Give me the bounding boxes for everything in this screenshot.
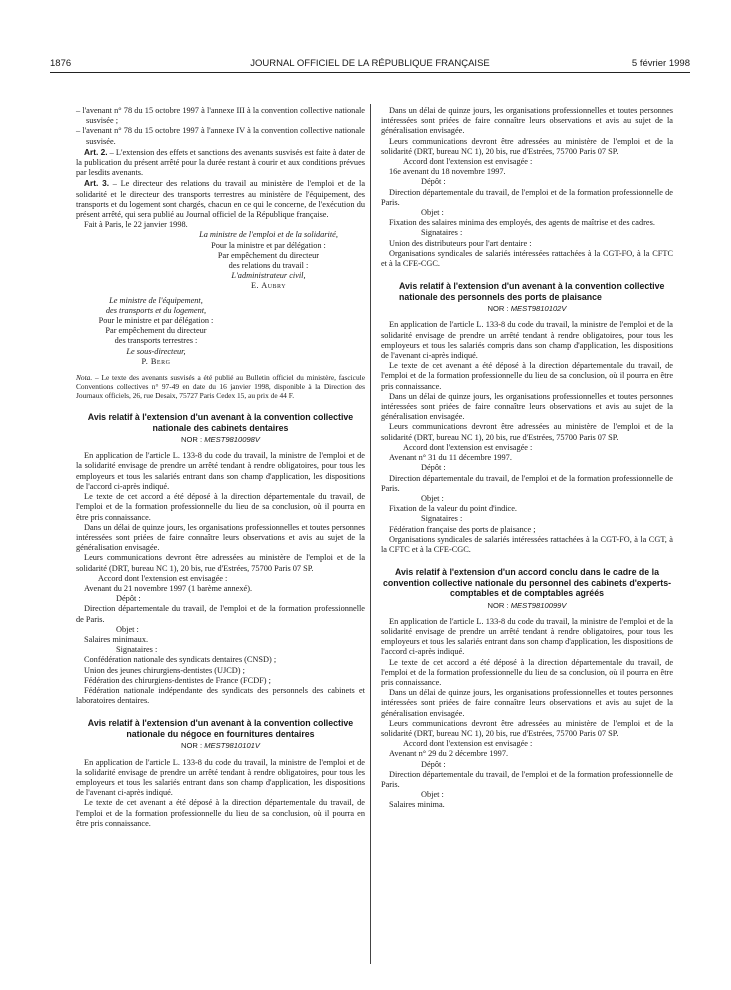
field-label: Objet :	[421, 208, 444, 218]
article-2-text: – L'extension des effets et sanctions des avenants susvisés est faite à dater de la publication du présent arrêté pour la durée restant à courir et aux conditions prévues par lesdits avenants.	[76, 147, 365, 178]
avis-title: Avis relatif à l'extension d'un avenant à la convention collective nationale des cabinets dentaires	[87, 412, 354, 433]
field-value: Direction départementale du travail, de l'emploi et de la formation professionnelle de Paris.	[381, 187, 673, 207]
signatory: Organisations syndicales de salariés intéressées rattachées à la CGT-FO, à la CGT, à la CFTC et à la CFE-CGC.	[381, 534, 673, 554]
nor-label: NOR :	[181, 741, 205, 751]
field-value: Direction départementale du travail, de l'emploi et de la formation professionnelle de Paris.	[381, 769, 673, 790]
signature-line: Par empêchement du directeur	[217, 250, 320, 260]
signature-line: La ministre de l'emploi et de la solidarité,	[199, 230, 338, 240]
field-value: Fixation de la valeur du point d'indice.	[389, 504, 517, 514]
paragraph: Leurs communications devront être adressées au ministère de l'emploi et de la solidarité (DRT, bureau NC 1), 20 bis, rue d'Estrées, 75700 Paris 07 SP.	[76, 553, 365, 573]
article-3	[76, 178, 365, 220]
signatory: Union des distributeurs pour l'art dentaire :	[389, 238, 532, 248]
signatory: Confédération nationale des syndicats dentaires (CNSD) ;	[84, 655, 277, 665]
field-label: Accord dont l'extension est envisagée :	[403, 442, 533, 452]
signature-line: des transports et du logement,	[105, 305, 207, 315]
field-label: Objet :	[116, 624, 139, 634]
signature-name: E. Aubry	[250, 281, 287, 291]
field-label: Dépôt :	[421, 177, 446, 187]
article-2	[76, 147, 365, 179]
nor-code: MEST9810099V	[510, 600, 567, 610]
nor-label: NOR :	[487, 304, 511, 314]
signatory: Organisations syndicales de salariés intéressées rattachées à la CGT-FO, à la CFTC et à la CFE-CGC.	[381, 248, 673, 269]
field-label: Accord dont l'extension est envisagée :	[98, 573, 228, 583]
paragraph: En application de l'article L. 133-8 du code du travail, la ministre de l'emploi et de la solidarité envisage de prendre un arrêté tendant à rendre obligatoires, pour tous les employeurs et tous les salariés entrant dans son champ d'application, les dispositions de l'avenant ci-après indiqué.	[76, 757, 365, 798]
signature-block-1	[76, 230, 365, 291]
field-label: Objet :	[421, 790, 444, 800]
list-item: – l'avenant n° 78 du 15 octobre 1997 à l'annexe IV à la convention collective nationale susvisée.	[76, 126, 365, 146]
signed-date: Fait à Paris, le 22 janvier 1998.	[84, 220, 188, 230]
field-label: Accord dont l'extension est envisagée :	[403, 739, 533, 749]
header-rule	[50, 72, 690, 73]
field-value: Avenant n° 31 du 11 décembre 1997.	[389, 453, 512, 463]
nor-code: MEST9810098V	[204, 435, 260, 445]
article-2-label: Art. 2.	[84, 146, 108, 157]
nor-reference	[76, 435, 365, 445]
field-value: Direction départementale du travail, de l'emploi et de la formation professionnelle de Paris.	[381, 473, 673, 493]
nor-code: MEST9810102V	[510, 304, 567, 314]
page-header	[50, 58, 690, 76]
field-value: Avenant n° 29 du 2 décembre 1997.	[389, 749, 509, 759]
signature-line: Par empêchement du directeur	[105, 326, 207, 336]
signature-line: des relations du travail :	[228, 261, 309, 271]
avis-title: Avis relatif à l'extension d'un avenant à la convention collective nationale des personnels des ports de plaisance	[399, 281, 665, 302]
signature-line: Le sous-directeur,	[126, 346, 186, 356]
signatory: Fédération nationale indépendante des syndicats des personnels des cabinets et laboratoires dentaires.	[76, 685, 365, 706]
paragraph: Le texte de cet avenant a été déposé à la direction départementale du travail, de l'emploi et de la formation professionnelle du lieu de sa conclusion, où il pourra en être pris connaissance.	[381, 361, 673, 391]
paragraph: Le texte de cet avenant a été déposé à la direction départementale du travail, de l'emploi et de la formation professionnelle du lieu de sa conclusion, où il pourra en être pris connaissance.	[76, 798, 365, 828]
nor-label: NOR :	[181, 435, 205, 445]
nor-reference	[381, 601, 673, 611]
field-label: Signataires :	[116, 645, 158, 655]
field-label: Dépôt :	[421, 759, 446, 769]
signature-line: Pour le ministre et par délégation :	[98, 316, 214, 326]
field-value: Fixation des salaires minima des employés, des agents de maîtrise et des cadres.	[389, 218, 655, 228]
nota	[76, 373, 365, 400]
page-number: 1876	[50, 58, 72, 69]
field-label: Objet :	[421, 493, 444, 503]
nor-code: MEST9810101V	[204, 741, 260, 751]
signatory: Union des jeunes chirurgiens-dentistes (UJCD) ;	[84, 665, 245, 675]
paragraph: Dans un délai de quinze jours, les organisations professionnelles et toutes personnes intéressées sont priées de faire connaître leurs observations et avis au sujet de la généralisation envisagée.	[381, 688, 673, 718]
article-3-text: – Le directeur des relations du travail au ministère de l'emploi et de la solidarité et le directeur des transports terrestres au ministère de l'équipement, des transports et du logement sont chargés, chacun en ce qui le concerne, de l'exécution du présent arrêté, qui sera publié au Journal officiel de la République française.	[76, 179, 365, 220]
list-item: – l'avenant n° 78 du 15 octobre 1997 à l'annexe III à la convention collective nationale susvisée ;	[76, 106, 365, 126]
signatory: Fédération des chirurgiens-dentistes de France (FCDF) ;	[84, 675, 271, 685]
nota-label: Nota.	[76, 373, 93, 383]
journal-title: JOURNAL OFFICIEL DE LA RÉPUBLIQUE FRANÇAISE	[250, 58, 490, 69]
paragraph: Dans un délai de quinze jours, les organisations professionnelles et toutes personnes intéressées sont priées de faire connaître leurs observations et avis au sujet de la généralisation envisagée.	[381, 391, 673, 422]
paragraph: En application de l'article L. 133-8 du code du travail, la ministre de l'emploi et de la solidarité envisage de prendre un arrêté tendant à rendre obligatoires, pour tous les employeurs et tous les salariés compris dans son champ d'application, les dispositions de l'avenant ci-après indiqué.	[381, 320, 673, 361]
paragraph: En application de l'article L. 133-8 du code du travail, la ministre de l'emploi et de la solidarité envisage de prendre un arrêté tendant à rendre obligatoires, pour tous les employeurs et tous les salariés entrant dans son champ d'application, les dispositions de l'accord ci-après indiqué.	[381, 616, 673, 657]
paragraph: Dans un délai de quinze jours, les organisations professionnelles et toutes personnes intéressées sont priées de faire connaître leurs observations et avis au sujet de la généralisation envisagée.	[76, 522, 365, 553]
column-divider	[370, 104, 371, 964]
signature-block-2	[76, 296, 365, 367]
field-label: Signataires :	[421, 514, 463, 524]
paragraph: Leurs communications devront être adressées au ministère de l'emploi et de la solidarité (DRT, bureau NC 1), 20 bis, rue d'Estrées, 75700 Paris 07 SP.	[381, 422, 673, 442]
signature-line: L'administrateur civil,	[231, 271, 306, 281]
field-label: Dépôt :	[421, 463, 446, 473]
paragraph: En application de l'article L. 133-8 du code du travail, la ministre de l'emploi et de la solidarité envisage de prendre un arrêté tendant à rendre obligatoires, pour tous les employeurs et tous les salariés entrant dans son champ d'application, les dispositions de l'accord ci-après indiqué.	[76, 451, 365, 491]
signature-name: P. Berg	[141, 356, 171, 366]
field-label: Dépôt :	[116, 594, 141, 604]
signature-line: Pour la ministre et par délégation :	[211, 240, 326, 250]
paragraph: Dans un délai de quinze jours, les organisations professionnelles et toutes personnes intéressées sont priées de faire connaître leurs observations et avis au sujet de la généralisation envisagée.	[381, 106, 673, 136]
nor-reference	[76, 741, 365, 751]
issue-date: 5 février 1998	[631, 58, 690, 69]
signature-line: des transports terrestres :	[114, 336, 198, 346]
paragraph: Leurs communications devront être adressées au ministère de l'emploi et de la solidarité (DRT, bureau NC 1), 20 bis, rue d'Estrées, 75700 Paris 07 SP.	[381, 718, 673, 739]
nor-label: NOR :	[487, 600, 511, 610]
right-column	[381, 106, 673, 811]
paragraph: Le texte de cet accord a été déposé à la direction départementale du travail, de l'emploi et de la formation professionnelle du lieu de sa conclusion, où il pourra en être pris connaissance.	[76, 492, 365, 522]
paragraph: Le texte de cet accord a été déposé à la direction départementale du travail, de l'emploi et de la formation professionnelle du lieu de sa conclusion, où il pourra en être pris connaissance.	[381, 657, 673, 688]
paragraph: Leurs communications devront être adressées au ministère de l'emploi et de la solidarité (DRT, bureau NC 1), 20 bis, rue d'Estrées, 75700 Paris 07 SP.	[381, 136, 673, 156]
signature-line: Le ministre de l'équipement,	[109, 295, 203, 305]
nor-reference	[381, 304, 673, 314]
field-value: Avenant du 21 novembre 1997 (1 barème annexé).	[84, 583, 253, 593]
left-column	[76, 106, 365, 829]
field-value: 16e avenant du 18 novembre 1997.	[389, 167, 506, 177]
field-value: Salaires minimaux.	[84, 634, 149, 644]
field-label: Accord dont l'extension est envisagée :	[403, 157, 533, 167]
signatory: Fédération française des ports de plaisance ;	[389, 524, 536, 534]
avis-title: Avis relatif à l'extension d'un accord conclu dans le cadre de la convention collective nationale du personnel des cabinets d'experts-comptables et de comptables agréés	[382, 567, 672, 599]
field-label: Signataires :	[421, 228, 463, 238]
article-3-label: Art. 3.	[84, 178, 110, 189]
avis-title: Avis relatif à l'extension d'un avenant à la convention collective nationale du négoce en fournitures dentaires	[87, 718, 354, 739]
field-value: Salaires minima.	[389, 800, 445, 810]
field-value: Direction départementale du travail, de l'emploi et de la formation professionnelle de Paris.	[76, 604, 365, 624]
nota-text: – Le texte des avenants susvisés a été publié au Bulletin officiel du ministère, fascicule Conventions collectives n° 97-49 en date du 16 janvier 1998, disponible à la Direction des Journaux officiels, 26, rue Desaix, 75727 Paris Cedex 15, au prix de 44 F.	[76, 373, 365, 401]
